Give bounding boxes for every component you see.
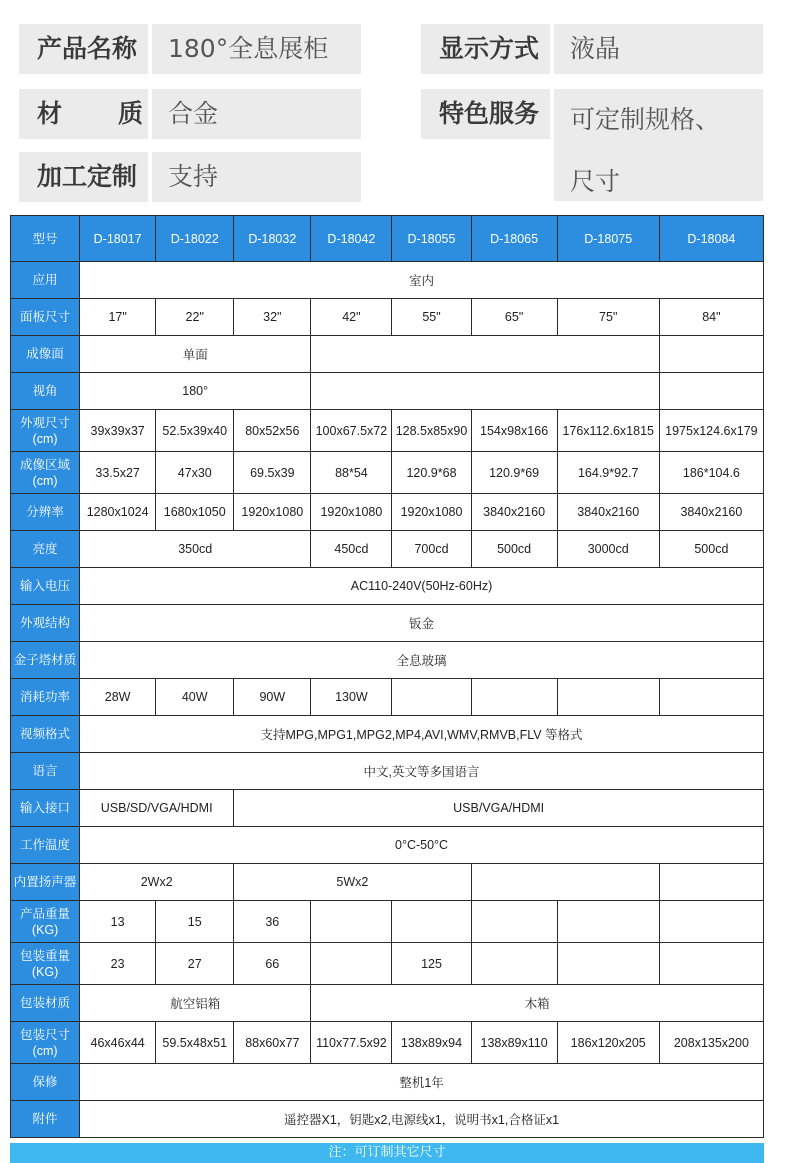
- spec-table: [10, 215, 764, 1138]
- spec-cell: 3000cd: [557, 531, 659, 568]
- spec-cell: 42": [311, 299, 392, 336]
- spec-cell: [311, 943, 392, 985]
- spec-cell: [471, 943, 557, 985]
- spec-cell: 186x120x205: [557, 1022, 659, 1064]
- spec-row-label: 包装重量(KG): [11, 943, 80, 985]
- spec-row-label: 工作温度: [11, 827, 80, 864]
- spec-cell: 176x112.6x1815: [557, 410, 659, 452]
- spec-row: [11, 753, 764, 790]
- spec-cell: 39x39x37: [80, 410, 156, 452]
- spec-row: [11, 452, 764, 494]
- spec-cell: 46x46x44: [80, 1022, 156, 1064]
- spec-row: [11, 299, 764, 336]
- spec-row: [11, 985, 764, 1022]
- display-mode-label: 显示方式: [421, 24, 550, 74]
- spec-row: [11, 373, 764, 410]
- spec-row-label: 视频格式: [11, 716, 80, 753]
- spec-cell: 0°C-50°C: [80, 827, 764, 864]
- spec-cell: 88*54: [311, 452, 392, 494]
- spec-row: [11, 410, 764, 452]
- spec-cell: 450cd: [311, 531, 392, 568]
- spec-cell: 59.5x48x51: [156, 1022, 234, 1064]
- spec-cell: 130W: [311, 679, 392, 716]
- spec-row: [11, 790, 764, 827]
- spec-row-label: 外观结构: [11, 605, 80, 642]
- spec-cell: 5Wx2: [234, 864, 471, 901]
- spec-cell: 500cd: [659, 531, 763, 568]
- spec-row-label: 视角: [11, 373, 80, 410]
- spec-row: [11, 1101, 764, 1138]
- material-label: [19, 89, 148, 139]
- spec-cell: [557, 943, 659, 985]
- special-service-value: 可定制规格、尺寸: [554, 89, 763, 201]
- spec-cell: 3840x2160: [557, 494, 659, 531]
- spec-cell: [557, 901, 659, 943]
- spec-cell: [659, 901, 763, 943]
- spec-cell: 支持MPG,MPG1,MPG2,MP4,AVI,WMV,RMVB,FLV 等格式: [80, 716, 764, 753]
- spec-cell: 27: [156, 943, 234, 985]
- spec-cell: 208x135x200: [659, 1022, 763, 1064]
- material-value: 合金: [152, 89, 361, 139]
- spec-row: [11, 679, 764, 716]
- spec-cell: 700cd: [392, 531, 471, 568]
- spec-row: [11, 605, 764, 642]
- spec-cell: 钣金: [80, 605, 764, 642]
- spec-row: [11, 642, 764, 679]
- spec-cell: 100x67.5x72: [311, 410, 392, 452]
- model-cell: D-18055: [392, 216, 471, 262]
- spec-cell: 1975x124.6x179: [659, 410, 763, 452]
- spec-cell: 1280x1024: [80, 494, 156, 531]
- spec-cell: 13: [80, 901, 156, 943]
- footer-note: 注：可订制其它尺寸: [10, 1143, 764, 1163]
- spec-cell: [471, 901, 557, 943]
- model-header-row: [11, 216, 764, 262]
- spec-cell: 17": [80, 299, 156, 336]
- spec-cell: 350cd: [80, 531, 311, 568]
- spec-cell: 2Wx2: [80, 864, 234, 901]
- spec-cell: 55": [392, 299, 471, 336]
- model-cell: D-18032: [234, 216, 311, 262]
- spec-row: [11, 943, 764, 985]
- spec-cell: 40W: [156, 679, 234, 716]
- spec-row-label: 面板尺寸: [11, 299, 80, 336]
- spec-cell: [659, 864, 763, 901]
- spec-row-label: 成像区域(cm): [11, 452, 80, 494]
- spec-cell: 90W: [234, 679, 311, 716]
- custom-processing-label: 加工定制: [19, 152, 148, 202]
- spec-cell: 66: [234, 943, 311, 985]
- spec-cell: 138x89x94: [392, 1022, 471, 1064]
- spec-cell: 22": [156, 299, 234, 336]
- spec-cell: 28W: [80, 679, 156, 716]
- spec-cell: USB/VGA/HDMI: [234, 790, 764, 827]
- spec-row: [11, 531, 764, 568]
- spec-cell: 500cd: [471, 531, 557, 568]
- spec-row-label: 成像面: [11, 336, 80, 373]
- spec-cell: [659, 336, 763, 373]
- spec-cell: [392, 901, 471, 943]
- spec-cell: [659, 679, 763, 716]
- spec-row: [11, 864, 764, 901]
- spec-cell: 整机1年: [80, 1064, 764, 1101]
- spec-row-label: 消耗功率: [11, 679, 80, 716]
- spec-row-label: 内置扬声器: [11, 864, 80, 901]
- spec-cell: 110x77.5x92: [311, 1022, 392, 1064]
- spec-cell: [311, 373, 659, 410]
- spec-row: [11, 1064, 764, 1101]
- spec-cell: 125: [392, 943, 471, 985]
- spec-row-label: 产品重量(KG): [11, 901, 80, 943]
- spec-row-label: 输入接口: [11, 790, 80, 827]
- spec-cell: 33.5x27: [80, 452, 156, 494]
- spec-row-label: 附件: [11, 1101, 80, 1138]
- custom-processing-value: 支持: [152, 152, 361, 202]
- spec-cell: 65": [471, 299, 557, 336]
- spec-cell: 52.5x39x40: [156, 410, 234, 452]
- spec-cell: 138x89x110: [471, 1022, 557, 1064]
- spec-cell: 木箱: [311, 985, 764, 1022]
- spec-cell: 室内: [80, 262, 764, 299]
- spec-cell: 84": [659, 299, 763, 336]
- product-name-value: 180°全息展柜: [152, 24, 361, 74]
- spec-row-label: 金子塔材质: [11, 642, 80, 679]
- spec-row-label: 输入电压: [11, 568, 80, 605]
- spec-cell: 180°: [80, 373, 311, 410]
- model-cell: D-18075: [557, 216, 659, 262]
- spec-row-label: 语言: [11, 753, 80, 790]
- spec-cell: 航空铝箱: [80, 985, 311, 1022]
- spec-row-label: 分辨率: [11, 494, 80, 531]
- display-mode-value: 液晶: [554, 24, 763, 74]
- spec-row: [11, 494, 764, 531]
- spec-cell: [311, 901, 392, 943]
- spec-row: [11, 827, 764, 864]
- spec-row: [11, 1022, 764, 1064]
- spec-cell: [659, 943, 763, 985]
- spec-cell: [471, 864, 659, 901]
- spec-cell: 1920x1080: [234, 494, 311, 531]
- spec-cell: 164.9*92.7: [557, 452, 659, 494]
- spec-cell: 69.5x39: [234, 452, 311, 494]
- spec-cell: 中文,英文等多国语言: [80, 753, 764, 790]
- model-cell: D-18084: [659, 216, 763, 262]
- spec-cell: USB/SD/VGA/HDMI: [80, 790, 234, 827]
- spec-cell: 120.9*68: [392, 452, 471, 494]
- spec-cell: 75": [557, 299, 659, 336]
- spec-cell: 88x60x77: [234, 1022, 311, 1064]
- spec-cell: 128.5x85x90: [392, 410, 471, 452]
- spec-row: [11, 262, 764, 299]
- spec-row: [11, 336, 764, 373]
- special-service-label: 特色服务: [421, 89, 550, 139]
- spec-cell: 1920x1080: [311, 494, 392, 531]
- spec-cell: 47x30: [156, 452, 234, 494]
- spec-row: [11, 716, 764, 753]
- spec-cell: 3840x2160: [471, 494, 557, 531]
- spec-row: [11, 901, 764, 943]
- spec-cell: [659, 373, 763, 410]
- spec-cell: [557, 679, 659, 716]
- model-cell: D-18017: [80, 216, 156, 262]
- spec-row-label: 应用: [11, 262, 80, 299]
- spec-cell: 15: [156, 901, 234, 943]
- spec-row-label: 包装尺寸(cm): [11, 1022, 80, 1064]
- spec-cell: 3840x2160: [659, 494, 763, 531]
- spec-row: [11, 568, 764, 605]
- material-label-text: 材 质: [37, 99, 143, 128]
- spec-cell: 23: [80, 943, 156, 985]
- spec-row-label: 保修: [11, 1064, 80, 1101]
- spec-cell: 32": [234, 299, 311, 336]
- spec-row-label: 外观尺寸(cm): [11, 410, 80, 452]
- product-info-panel: [0, 0, 790, 210]
- spec-cell: 全息玻璃: [80, 642, 764, 679]
- spec-row-label: 亮度: [11, 531, 80, 568]
- model-cell: D-18065: [471, 216, 557, 262]
- spec-cell: 遥控器X1，钥匙x2,电源线x1，说明书x1,合格证x1: [80, 1101, 764, 1138]
- spec-cell: AC110-240V(50Hz-60Hz): [80, 568, 764, 605]
- model-cell: D-18042: [311, 216, 392, 262]
- spec-cell: [392, 679, 471, 716]
- product-name-label: 产品名称: [19, 24, 148, 74]
- model-cell: D-18022: [156, 216, 234, 262]
- spec-cell: 1920x1080: [392, 494, 471, 531]
- spec-cell: 单面: [80, 336, 311, 373]
- model-header-label: 型号: [11, 216, 80, 262]
- spec-cell: 36: [234, 901, 311, 943]
- spec-cell: [471, 679, 557, 716]
- spec-cell: 120.9*69: [471, 452, 557, 494]
- spec-cell: [311, 336, 659, 373]
- spec-cell: 186*104.6: [659, 452, 763, 494]
- spec-row-label: 包装材质: [11, 985, 80, 1022]
- spec-cell: 154x98x166: [471, 410, 557, 452]
- spec-cell: 80x52x56: [234, 410, 311, 452]
- spec-cell: 1680x1050: [156, 494, 234, 531]
